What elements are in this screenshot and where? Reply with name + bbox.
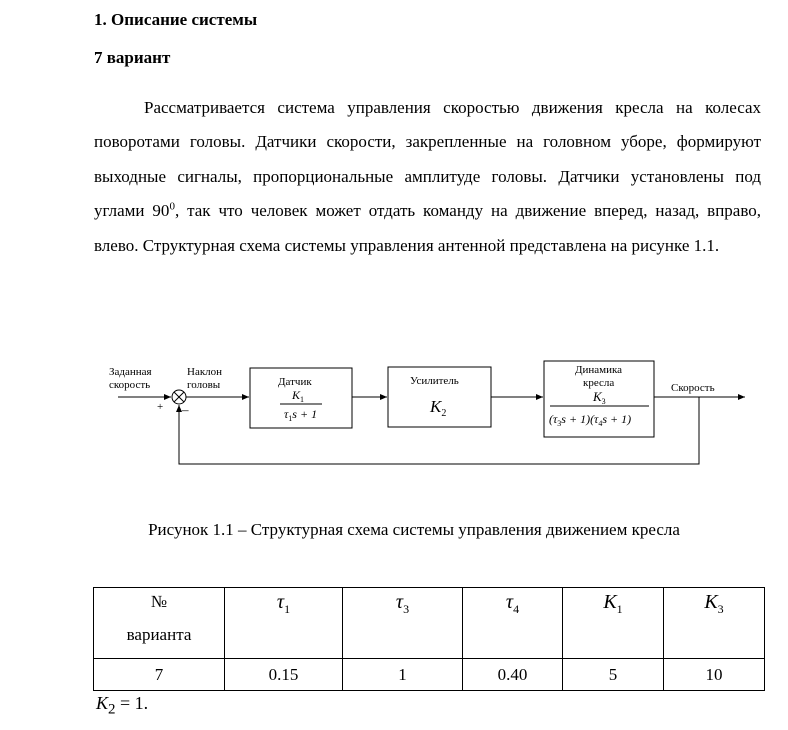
cell-tau1: 0.15 — [225, 659, 343, 691]
header-tau4: $\tau_4$ — [463, 588, 563, 659]
dynamics-title-line1: Динамика — [575, 364, 623, 376]
tilt-label-line2: головы — [187, 379, 221, 391]
k2-note: $K_2 = 1$. — [96, 693, 149, 718]
figure-caption: Рисунок 1.1 – Структурная схема системы управления движением кресла — [148, 520, 680, 539]
parameters-table — [93, 587, 765, 691]
header-tau3: $\tau_3$ — [343, 588, 463, 659]
tilt-label-line1: Наклон — [187, 366, 223, 378]
dynamics-title-line2: кресла — [583, 377, 615, 389]
paragraph-text-1: Рассматривается система управления скоростью движения кресла на колесах поворотами головы. Датчики скорости, закрепленные на головном уборе, формируют выходные сигналы, пропорциональные амплитуде головы. Датчики установлены под углами 90 — [94, 98, 761, 221]
minus-sign: – — [182, 402, 189, 417]
variant-title: 7 вариант — [94, 48, 171, 67]
output-label: Скорость — [671, 382, 715, 394]
block-diagram — [100, 355, 750, 470]
cell-tau4: 0.40 — [463, 659, 563, 691]
sensor-denominator: $\tau_1s + 1$ — [284, 407, 318, 423]
sensor-numerator: $K_1$ — [292, 388, 305, 404]
header-variant — [94, 588, 225, 659]
dynamics-denominator: $(\tau_3s + 1)(\tau_4s + 1)$ — [549, 412, 632, 428]
input-label-line1: Заданная — [109, 366, 152, 378]
section-title: 1. Описание системы — [94, 10, 258, 29]
amplifier-gain: $K_2$ — [430, 397, 447, 419]
degree-superscript: 0 — [169, 200, 175, 213]
amplifier-title: Усилитель — [410, 375, 459, 387]
cell-tau3: 1 — [343, 659, 463, 691]
paragraph-text-2: , так что человек может отдать команду на движение вперед, назад, вправо, влево. Структурная схема системы управления антенной представлена на рисунке 1.1. — [94, 201, 761, 255]
sensor-title: Датчик — [278, 376, 312, 388]
cell-variant: 7 — [94, 659, 225, 691]
header-variant-line2: варианта — [126, 625, 192, 644]
table-row — [94, 659, 765, 691]
input-label-line2: скорость — [109, 379, 151, 391]
plus-sign: + — [157, 401, 164, 413]
cell-k1: 5 — [563, 659, 664, 691]
cell-k3: 10 — [664, 659, 765, 691]
header-tau1: $\tau_1$ — [225, 588, 343, 659]
header-variant-line1: № — [150, 592, 168, 611]
description-paragraph — [94, 91, 761, 263]
table-header-row — [94, 588, 765, 659]
header-k3: $K_3$ — [664, 588, 765, 659]
header-k1: $K_1$ — [563, 588, 664, 659]
dynamics-numerator: $K_3$ — [593, 389, 606, 406]
